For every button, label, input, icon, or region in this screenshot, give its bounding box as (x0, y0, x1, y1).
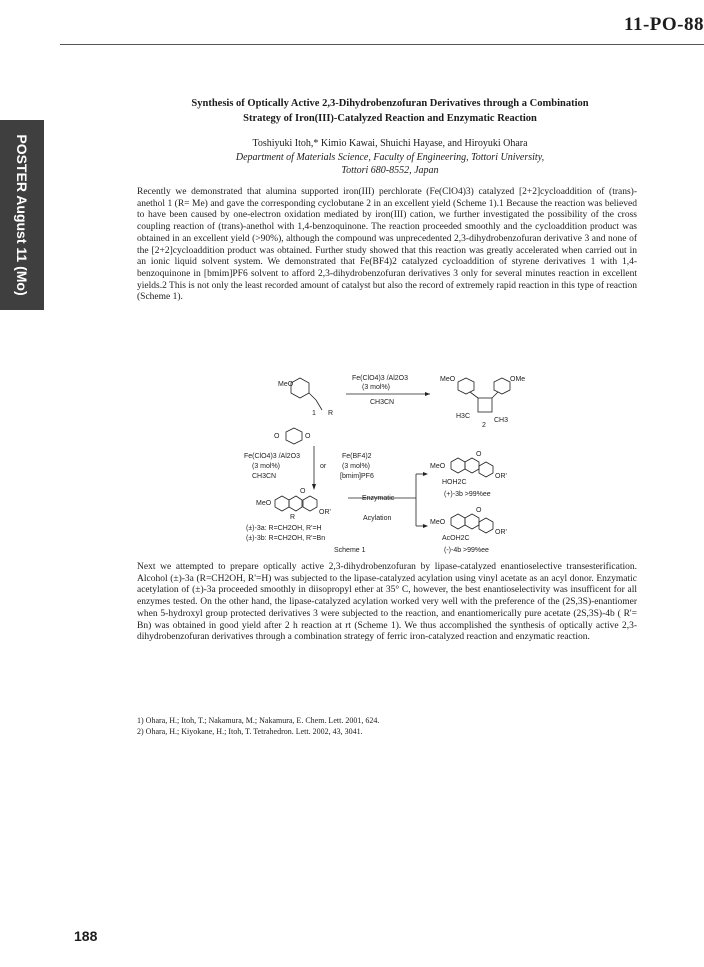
reaction1-arrowhead (425, 392, 430, 396)
reference-2: 2) Ohara, H.; Kiyokane, H.; Itoh, T. Tetrahedron. Lett. 2002, 43, 3041. (137, 726, 363, 736)
branch-to-4b-head (423, 524, 428, 528)
compound-1-r: R (328, 410, 334, 417)
affiliation-line-2: Tottori 680-8552, Japan (341, 165, 439, 176)
reference-list (137, 716, 637, 737)
compound-3-o: O (300, 488, 306, 495)
poster-code: 11-PO-88 (624, 14, 704, 35)
acylation-label: Acylation (363, 515, 392, 522)
header-rule (60, 44, 704, 45)
compound-4b-acoh2c: AcOH2C (442, 535, 470, 542)
branch-to-3b-head (423, 472, 428, 476)
body-paragraph-2: Next we attempted to prepare optically active 2,3-dihydrobenzofuran by lipase-catalyzed enantioselective transesterification. Alcohol (±)-3a (R=CH2OH, R'=H) was subjected to the lipase-catalyzed acylation using vinyl acetate as an acyl donor. Enzymatic acetylation of (±)-3a proceeded smoothly in diisopropyl ether at 35° C, however, the best enantioselectivity was insufficent for all enzymes tested. On the other hand, the lipase-catalyzed acylation worked very well with the preference of the (2S,3S)-enantiomer when 5-hydroxyl group protected derivatives 3 were subjected to the reaction, and enantiomerically pure acetate (2S,3S)-4b ( R'= Bn) was obtained in good yield after 2 h reaction at rt (Scheme 1). We thus accomplished the synthesis of optically active 2,3-dihydrobenzofuran derivatives through a combination strategy of ferric iron-catalyzed reaction and enzymatic reaction. (137, 562, 637, 643)
compound-4b-or: OR' (495, 529, 507, 536)
compound-3-or: OR' (319, 509, 331, 516)
compound-3-structure (275, 496, 317, 511)
author-list: Toshiyuki Itoh,* Kimio Kawai, Shuichi Hayase, and Hiroyuki Ohara (252, 138, 528, 149)
compound-2-structure (458, 378, 510, 412)
compound-3-meo: MeO (256, 500, 272, 507)
compound-3b-structure (451, 458, 493, 477)
reaction1-solvent: CH3CN (370, 399, 395, 406)
cond1-solvent: CH3CN (252, 473, 277, 480)
compound-2-h3c: H3C (456, 413, 471, 420)
scheme-caption: Scheme 1 (334, 547, 366, 554)
compound-2-ch3: CH3 (494, 417, 509, 424)
compound-4b-meo: MeO (430, 519, 446, 526)
compound-3b-o: O (476, 451, 482, 458)
compound-3-r: R (290, 514, 296, 521)
reaction-scheme (230, 372, 555, 558)
reaction1-amount: (3 mol%) (362, 384, 391, 391)
reaction1-catalyst: Fe(ClO4)3 /Al2O3 (352, 375, 409, 382)
compound-2-meo: MeO (440, 376, 456, 383)
compound-4b-ee-label: (-)-4b >99%ee (444, 547, 489, 554)
cond2-solvent: [bmim]PF6 (340, 473, 374, 480)
compound-3b-meo: MeO (430, 463, 446, 470)
compound-2-label: 2 (482, 422, 486, 429)
body-paragraph-1: Recently we demonstrated that alumina supported iron(III) perchlorate (Fe(ClO4)3) catalyzed [2+2]cycloaddition of (trans)-anethol 1 (R= Me) and gave the corresponding cyclobutane 2 in an excellent yield (Scheme 1).1 Because the reaction was believed to have been caused by one-electron oxidation mediated by iron(III) cation, we further investigated the possibility of the cross coupling reaction of (trans)-anethol with 1,4-benzoquinone. The reaction proceeded smoothly and the cycloaddition product was obtained in an excellent yield (>90%), although the compound was unprecedented 2,3-dihydrobenzofuran derivative 3 and none of the [2+2]cycloaddition product was obtained. Further study showed that this reaction was greatly accelerated when carried out in an ionic liquid solvent system. We demonstrated that Fe(BF4)2 catalyzed cycloaddition of styrene derivatives 1 with 1,4-benzoquinone in [bmim]PF6 solvent to afford 2,3-dihydrobenzofuran derivatives 3 only for several minutes reaction in excellent yields.2 This is not only the least recorded amount of catalyst but also the record of extremely rapid reaction in this type of reaction (Scheme 1). (137, 187, 637, 303)
reaction2-arrowhead (312, 484, 316, 490)
compound-1-structure (291, 378, 322, 410)
poster-date-label: POSTER August 11 (Mo) (14, 134, 30, 296)
title-line-1: Synthesis of Optically Active 2,3-Dihydrobenzofuran Derivatives through a Combination (191, 98, 589, 109)
compound-3a-label: (±)-3a: R=CH2OH, R'=H (246, 525, 322, 532)
compound-2-ome: OMe (510, 376, 526, 383)
compound-3b-ee-label: (+)-3b >99%ee (444, 491, 491, 498)
affiliation-line-1: Department of Materials Science, Faculty of Engineering, Tottori University, (235, 152, 545, 163)
benzoquinone-structure (286, 428, 302, 444)
cond1-catalyst: Fe(ClO4)3 /Al2O3 (244, 453, 301, 460)
benzoquinone-o-right: O (305, 433, 311, 440)
affiliation (130, 151, 650, 177)
compound-4b-o: O (476, 507, 482, 514)
compound-3b-hoh2c: HOH2C (442, 479, 467, 486)
cond-or: or (320, 463, 327, 470)
cond1-amount: (3 mol%) (252, 463, 281, 470)
compound-1-label: 1 (312, 410, 316, 417)
poster-date-tab (0, 120, 44, 310)
compound-1-meo: MeO (278, 381, 294, 388)
compound-3b-or: OR' (495, 473, 507, 480)
compound-3b-label: (±)-3b: R=CH2OH, R'=Bn (246, 535, 326, 542)
paper-title (130, 96, 650, 126)
cond2-amount: (3 mol%) (342, 463, 371, 470)
title-line-2: Strategy of Iron(III)-Catalyzed Reaction and Enzymatic Reaction (243, 113, 537, 124)
enzymatic-label: Enzymatic (362, 495, 395, 502)
reference-1: 1) Ohara, H.; Itoh, T.; Nakamura, M.; Nakamura, E. Chem. Lett. 2001, 624. (137, 716, 380, 725)
cond2-catalyst: Fe(BF4)2 (342, 453, 372, 460)
page-number: 188 (74, 928, 98, 944)
compound-4b-structure (451, 514, 493, 533)
benzoquinone-o-left: O (274, 433, 280, 440)
